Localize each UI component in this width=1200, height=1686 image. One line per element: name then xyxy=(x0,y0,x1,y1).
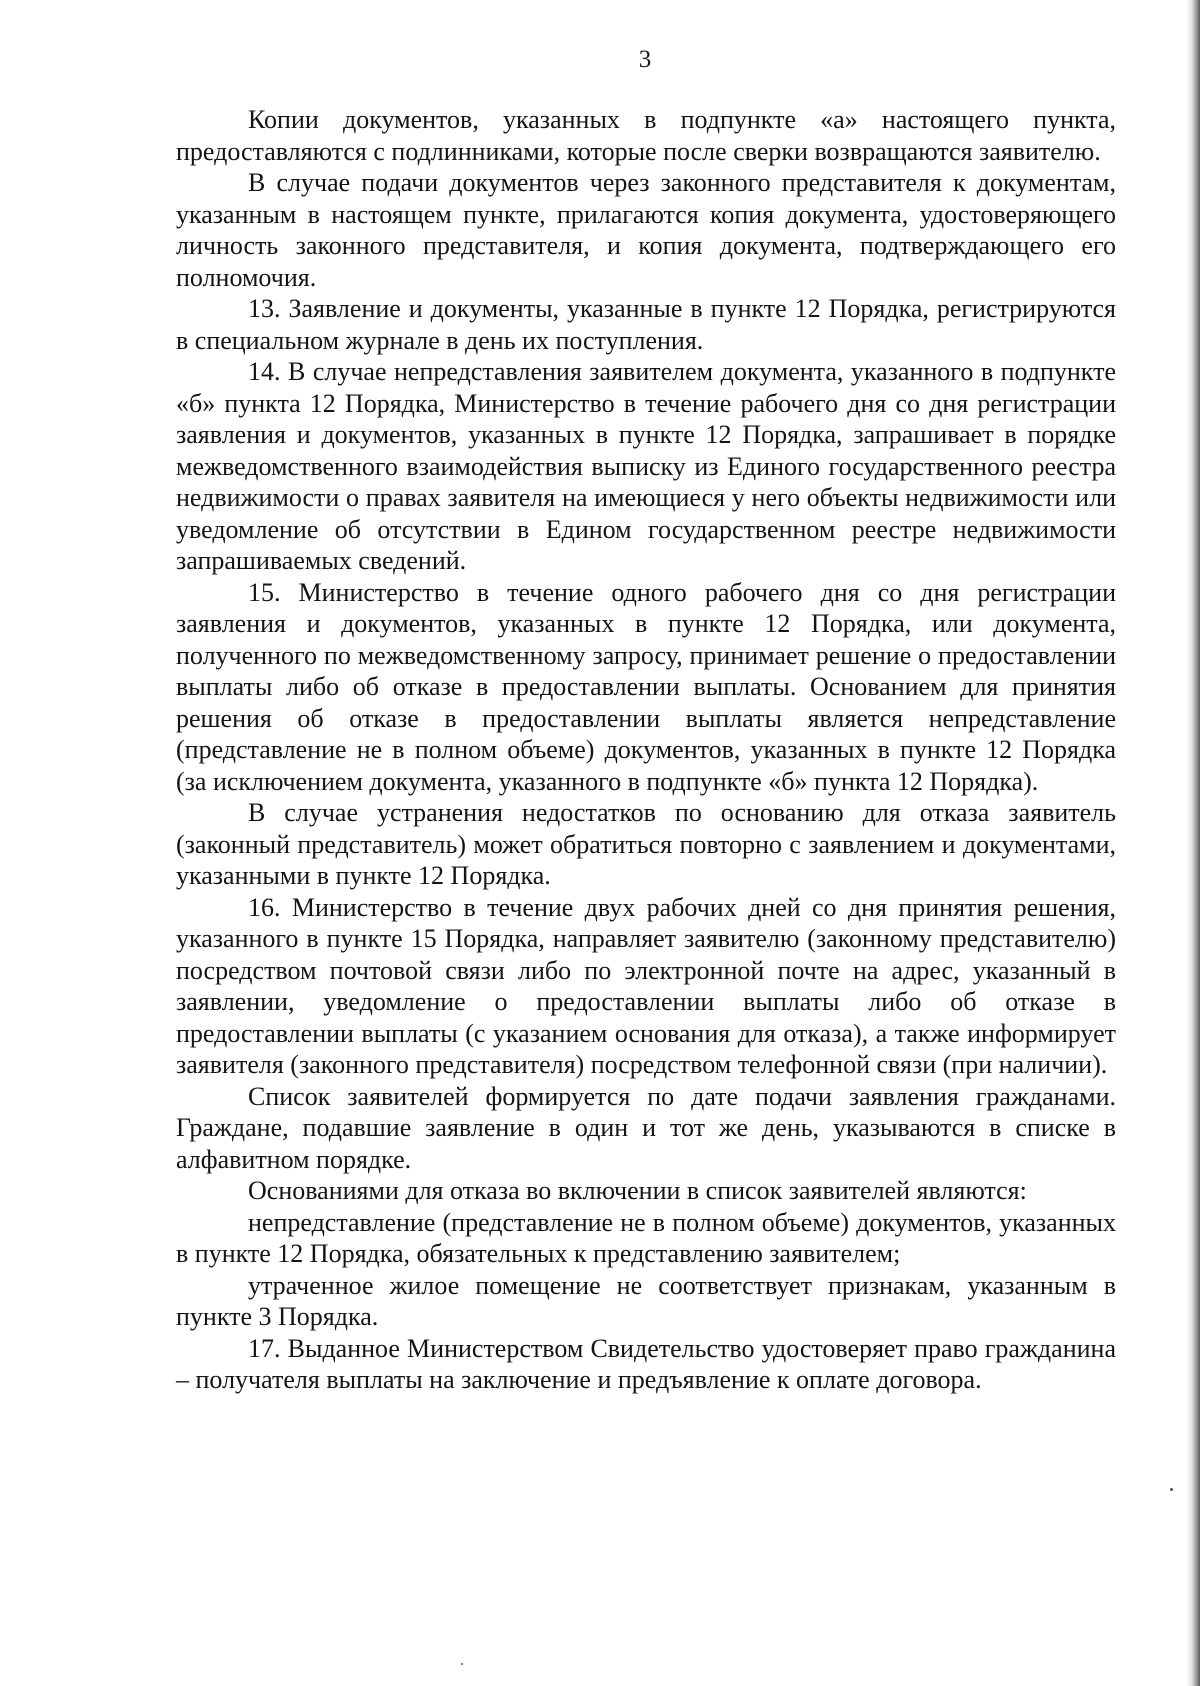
paragraph-17: 17. Выданное Министерством Свидетельство удостоверяет право гражданина – получателя выплаты на заключение и предъявление к оплате договора. xyxy=(176,1333,1116,1394)
paragraph-15-deficiencies: В случае устранения недостатков по основанию для отказа заявитель (законный представитель) может обратиться повторно с заявлением и документами, указанными в пункте 12 Порядка. xyxy=(176,798,1116,890)
document-body xyxy=(176,104,1116,1396)
paragraph-16: 16. Министерство в течение двух рабочих дней со дня принятия решения, указанного в пункте 15 Порядка, направляет заявителю (законному представителю) посредством почтовой связи либо по электронной почте на адрес, указанный в заявлении, уведомление о предоставлении выплаты либо об отказе в предоставлении выплаты (с указанием основания для отказа), а также информирует заявителя (законного представителя) посредством телефонной связи (при наличии). xyxy=(176,892,1116,1079)
scan-edge-shadow xyxy=(1186,0,1200,1686)
page-number: 3 xyxy=(638,46,652,73)
scan-speck xyxy=(1170,1488,1173,1491)
paragraph-14: 14. В случае непредставления заявителем документа, указанного в подпункте «б» пункта 12 Порядка, Министерство в течение рабочего дня со дня регистрации заявления и документов, указанных в пункте 12 Порядка, запрашивает в порядке межведомственного взаимодействия выписку из Единого государственного реестра недвижимости о правах заявителя на имеющиеся у него объекты недвижимости или уведомление об отсутствии в Едином государственном реестре недвижимости запрашиваемых сведений. xyxy=(176,357,1116,575)
paragraph-applicant-list: Список заявителей формируется по дате подачи заявления гражданами. Граждане, подавшие заявление в один и тот же день, указываются в списке в алфавитном порядке. xyxy=(176,1081,1116,1174)
paragraph-refusal-grounds: Основаниями для отказа во включении в список заявителей являются: xyxy=(248,1176,1027,1205)
scan-speck xyxy=(461,1663,463,1665)
paragraph-15: 15. Министерство в течение одного рабочего дня со дня регистрации заявления и документов, указанных в пункте 12 Порядка, или документа, полученного по межведомственному запросу, принимает решение о предоставлении выплаты либо об отказе в предоставлении выплаты. Основанием для принятия решения об отказе в предоставлении выплаты является непредставление (представление не в полном объеме) документов, указанных в пункте 12 Порядка (за исключением документа, указанного в подпункте «б» пункта 12 Порядка). xyxy=(176,577,1116,796)
paragraph-copies-documents: Копии документов, указанных в подпункте «а» настоящего пункта, предоставляются с подлинниками, которые после сверки возвращаются заявителю. xyxy=(176,105,1116,166)
paragraph-legal-representative: В случае подачи документов через законного представителя к документам, указанным в настоящем пункте, прилагаются копия документа, удостоверяющего личность законного представителя, и копия документа, подтверждающего его полномочия. xyxy=(176,168,1116,292)
paragraph-refusal-ground-2: утраченное жилое помещение не соответствует признакам, указанным в пункте 3 Порядка. xyxy=(176,1270,1116,1331)
paragraph-13: 13. Заявление и документы, указанные в пункте 12 Порядка, регистрируются в специальном журнале в день их поступления. xyxy=(176,294,1116,355)
paragraph-refusal-ground-1: непредставление (представление не в полном объеме) документов, указанных в пункте 12 Порядка, обязательных к представлению заявителем; xyxy=(176,1207,1116,1268)
